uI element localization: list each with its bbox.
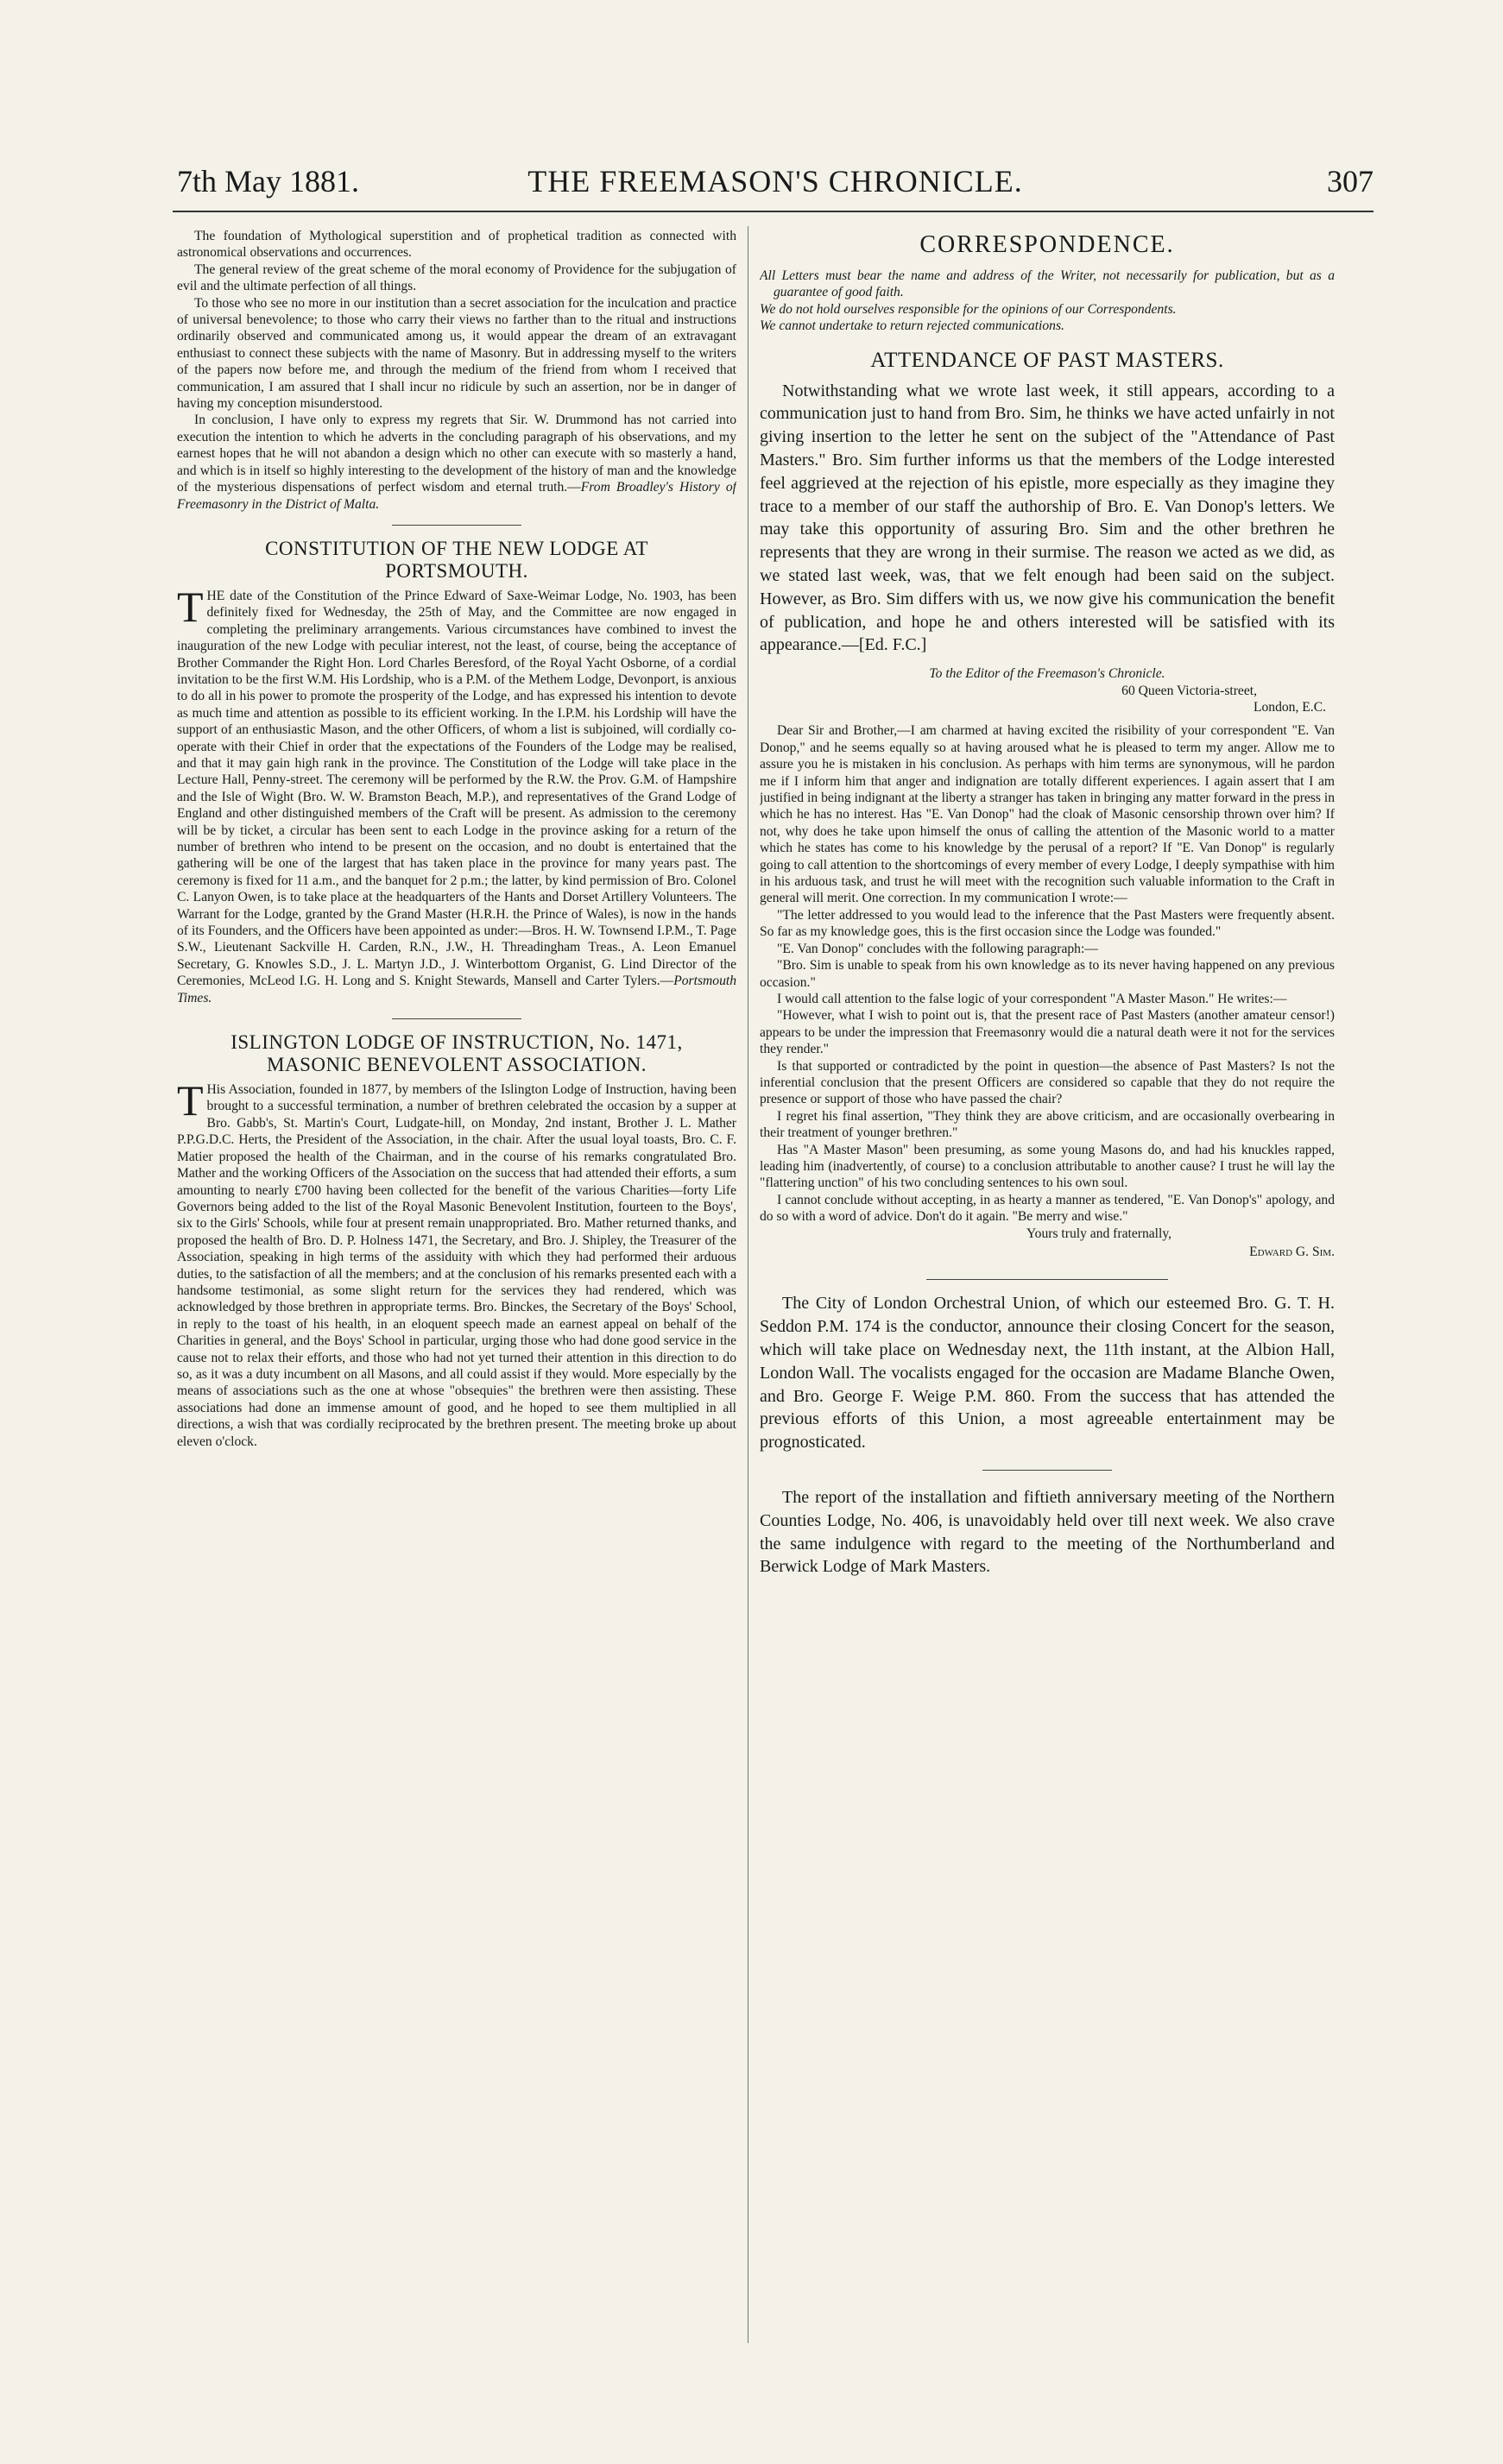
drop-cap: T — [177, 1076, 204, 1125]
constitution-article — [177, 582, 736, 1006]
right-column — [760, 228, 1335, 2369]
attendance-text: Notwithstanding what we wrote last week, it still appears, according to a communication just to hand from Bro. Sim, he thinks we have acted unfairly in not giving insertion to the letter he sent on the subject of the "Attendance of Past Masters." Bro. Sim further informs us that the members of the Lodge interested feel aggrieved at the rejection of his epistle, more especially as they imagine they trace to a member of our staff the authorship of Bro. E. Van Donop's letters. We may take this opportunity of assuring Bro. Sim and the other brethren he represents that they are wrong in their surmise. The reason we acted as we did, as we stated last week, was, that we felt enough had been said on the subject. However, as Bro. Sim differs with us, we now give his communication the benefit of publication, and hope he and others interested will be satisfied with its appearance.—[Ed. F.C.] — [760, 381, 1335, 655]
islington-article — [177, 1076, 736, 1450]
islington-text: His Association, founded in 1877, by members of the Islington Lodge of Instruction, having been brought to a successful termination, a number of brethren celebrated the occasion by a supper at Bro. Gabb's, St. Martin's Court, Ludgate-hill, on Monday, 2nd instant, Brother J. L. Mather P.P.G.D.C. Herts, the President of the Association, in the chair. After the usual loyal toasts, Bro. C. F. Matier proposed the health of the Chairman, and in the course of his remarks congratulated Bro. Mather and the working Officers of the Association on the success that had attended their efforts, a sum amounting to nearly £700 having been collected for the benefit of the various Charities—forty Life Governors being added to the list of the Royal Masonic Benevolent Institution, fourteen to the Boys', six to the Girls' Schools, while four at present remain unappropriated. Bro. Mather returned thanks, and proposed the health of Bro. D. P. Holness 1471, the Secretary, and Bro. J. Shipley, the Treasurer of the Association, speaking in high terms of the assiduity with which they had performed their arduous duties, to the satisfaction of all the members; and at the conclusion of his remarks presented each with a handsome testimonial, as some slight return for the services they had rendered, which was acknowledged by those brethren in appropriate terms. Bro. Binckes, the Secretary of the Boys' School, in reply to the toast of his health, in an eloquent speech made an earnest appeal on behalf of the Charities in general, and the Boys' School in particular, urging those who had done good service in the cause not to relax their efforts, and those who had not yet turned their attention in this direction to do so, as it was a duty incumbent on all Masons, and all could assist if they would. More especially by the means of associations such as the one at whose "obsequies" the brethren were then assisting. These associations had done an immense amount of good, and he hoped to see them multiplied in all directions, a wish that was cordially reciprocated by the brethren present. The meeting broke up about eleven o'clock. — [177, 1082, 736, 1449]
northern-counties-notice — [760, 1486, 1335, 1579]
page-header — [177, 160, 1374, 205]
letter-paragraph: I would call attention to the false logic of your correspondent "A Master Mason." He writes:— — [777, 991, 1287, 1006]
letter-paragraph: "The letter addressed to you would lead to the inference that the Past Masters were frequently absent. So far as my knowledge goes, this is the first occasion since the Lodge was founded." — [760, 907, 1335, 940]
section-rule — [926, 1279, 1168, 1280]
letter-salutation-to: To the Editor of the Freemason's Chronicle. — [929, 666, 1165, 682]
notice-line: We do not hold ourselves responsible for the opinions of our Correspondents. — [760, 301, 1177, 317]
page-number: 307 — [1327, 164, 1374, 199]
attendance-article — [760, 380, 1335, 658]
header-rule — [173, 211, 1374, 212]
issue-date: 7th May 1881. — [177, 164, 359, 199]
excerpt-paragraph: To those who see no more in our institution than a secret association for the inculcation and practice of universal benevolence; to those who carry their views no farther than to the ritual and instructions ordinarily observed and communicated among us, it would appear the dream of an extravagant enthusiast to connect these subjects with the name of Masonry. But in addressing myself to the writers of the papers now before me, and through the medium of the friend from whom I received that communication, I am assured that I shall incur no ridicule by such an assertion, nor be in danger of having my conception misunderstood. — [177, 295, 736, 412]
excerpt-paragraph: The general review of the great scheme of the moral economy of Providence for the subjugation of evil and the ultimate perfection of all things. — [177, 262, 736, 294]
letter-paragraph: I regret his final assertion, "They think they are above criticism, and are occasionally overbearing in their treatment of younger brethren." — [760, 1108, 1335, 1141]
section-rule — [392, 525, 521, 526]
letter-paragraph: I cannot conclude without accepting, in as hearty a manner as tendered, "E. Van Donop's" apology, and do so with a word of advice. Don't do it again. "Be merry and wise." — [760, 1192, 1335, 1225]
letter-address-line: London, E.C. — [1253, 700, 1326, 715]
notice-line: We cannot undertake to return rejected communications. — [760, 318, 1064, 334]
excerpt-paragraph: In conclusion, I have only to express my regrets that Sir. W. Drummond has not carried into execution the intention to which he adverts in the concluding paragraph of his observations, and my earnest hopes that he will not abandon a design which no other can execute with so masterly a hand, and which is in itself so highly interesting to the development of the history of man and the knowledge of the mysterious dispensations of perfect wisdom and eternal truth.—From Broadley's History of Freemasonry in the District of Malta. — [177, 413, 736, 512]
publication-title: THE FREEMASON'S CHRONICLE. — [527, 164, 1023, 199]
attendance-heading: ATTENDANCE OF PAST MASTERS. — [870, 348, 1224, 372]
section-rule — [392, 1018, 521, 1019]
islington-heading: ISLINGTON LODGE OF INSTRUCTION, No. 1471, MASONIC BENEVOLENT ASSOCIATION. — [231, 1031, 683, 1076]
letter-paragraph: "E. Van Donop" concludes with the following paragraph:— — [777, 941, 1098, 956]
section-rule — [982, 1470, 1112, 1471]
excerpt-source: From Broadley's History of Freemasonry in the District of Malta. — [177, 480, 736, 512]
orchestral-text: The City of London Orchestral Union, of which our esteemed Bro. G. T. H. Seddon P.M. 174 is the conductor, announce their closing Concert for the season, which will take place on Wednesday next, the 11th instant, at the Albion Hall, London Wall. The vocalists engaged for the occasion are Madame Blanche Owen, and Bro. George F. Weige P.M. 860. From the success that has attended the previous efforts of this Union, a most agreeable entertainment may be prognosticated. — [760, 1294, 1335, 1453]
constitution-source: Portsmouth Times. — [177, 974, 736, 1005]
left-column — [177, 228, 736, 2369]
malta-excerpt — [177, 228, 736, 513]
excerpt-paragraph: The foundation of Mythological superstition and of prophetical tradition as connected with astronomical observations and occurrences. — [177, 229, 736, 261]
northern-text: The report of the installation and fiftieth anniversary meeting of the Northern Counties Lodge, No. 406, is unavoidably held over till next week. We also crave the same indulgence with regard to the meeting of the Northumberland and Berwick Lodge of Mark Masters. — [760, 1487, 1335, 1577]
letter-paragraph: Has "A Master Mason" been presuming, as some young Masons do, and had his knuckles rapped, leading him (inadvertently, of course) to a conclusion attributable to another cause? I trust he will lay the "flattering unction" of his two concluding sentences to his own soul. — [760, 1142, 1335, 1191]
notice-line: All Letters must bear the name and address of the Writer, not necessarily for publication, but as a guarantee of good faith. — [760, 268, 1335, 300]
letter-paragraph: "Bro. Sim is unable to speak from his own knowledge as to its never having happened on any previous occasion." — [760, 958, 1335, 990]
letter-paragraph: Is that supported or contradicted by the point in question—the absence of Past Masters? Is not the inferential conclusion that the present Officers are considered so capable that they do not require the presence or support of those who have passed the chair? — [760, 1058, 1335, 1107]
letter-paragraph: "However, what I wish to point out is, that the present race of Past Masters (another amateur censor!) appears to be under the impression that Freemasonry would die a natural death were it not for the services they render." — [760, 1008, 1335, 1057]
drop-cap: T — [177, 582, 204, 631]
letter-to-editor — [760, 665, 1335, 1260]
letter-address-line: 60 Queen Victoria-street, — [1121, 683, 1257, 698]
orchestral-notice — [760, 1292, 1335, 1454]
constitution-heading: CONSTITUTION OF THE NEW LODGE AT PORTSMOUTH. — [265, 537, 648, 582]
letter-closing: Yours truly and fraternally, — [1026, 1226, 1172, 1241]
correspondence-heading: CORRESPONDENCE. — [919, 231, 1175, 258]
letter-signature: Edward G. Sim. — [1249, 1245, 1335, 1259]
constitution-text: HE date of the Constitution of the Prince Edward of Saxe-Weimar Lodge, No. 1903, has been definitely fixed for Wednesday, the 25th of May, and the Committee are now engaged in completing the preliminary arrangements. Various circumstances have combined to invest the inauguration of the new Lodge with peculiar interest, not the least, of course, being the acceptance of Brother Commander the Right Hon. Lord Charles Beresford, of the Royal Yacht Osborne, of a cordial invitation to be the first W.M. His Lordship, who is a P.M. of the Methem Lodge, Devonport, is anxious to do all in his power to promote the prosperity of the Lodge, and has expressed his intention to devote as much time and attention as possible to its efficient working. In the I.P.M. his Lordship will have the support of an enthusiastic Mason, and the other Officers, of whom a list is subjoined, will cordially co-operate with their Chief in order that the expectations of the Founders of the Lodge may be realised, and that it may gain high rank in the province. The Constitution of the Lodge will take place in the Lecture Hall, Penny-street. The ceremony will be performed by the R.W. the Prov. G.M. of Hampshire and the Isle of Wight (Bro. W. W. Bramston Beach, M.P.), and representatives of the Grand Lodge of England and other distinguished members of the Craft will be present. As admission to the ceremony will be by ticket, a circular has been sent to each Lodge in the province asking for a return of the number of brethren who intend to be present on the occasion, and no doubt is entertained that the gathering will be one of the largest that has taken place in the province for many years past. The ceremony is fixed for 11 a.m., and the banquet for 2 p.m.; the latter, by kind permission of Bro. Colonel C. Lanyon Owen, is to take place at the headquarters of the Hants and Dorset Artillery Volunteers. The Warrant for the Lodge, granted by the Grand Master (H.R.H. the Prince of Wales), is now in the hands of its Founders, and the Officers have been appointed as under:—Bros. H. W. Townsend I.P.M., T. Page S.W., Lieutenant Sackville H. Carden, R.N., J.W., H. Threadingham Treas., A. Leon Emanuel Secretary, G. Knowles S.D., J. L. Martyn J.D., J. Winterbottom Organist, G. Lind Director of the Ceremonies, McLeod I.G. H. Long and S. Knight Stewards, Mansell and Carter Tylers.— — [177, 588, 736, 989]
letter-paragraph: Dear Sir and Brother,—I am charmed at having excited the risibility of your correspondent "E. Van Donop," and he seems equally so at having aroused what he is pleased to term my anger. Allow me to assure you he is mistaken in his conclusion. As perhaps with him terms are synonymous, will he pardon me if I inform him that anger and indignation are totally different experiences. I again assert that I am justified in being indignant at the liberty a stranger has taken in bringing any matter forward in the press in which he has no interest. Has "E. Van Donop" had the cloak of Masonic censorship thrown over him? If not, why does he take upon himself the onus of calling the attention of the Masonic world to a matter which he states has come to his knowledge by the perusal of a report? If "E. Van Donop" is regularly going to call attention to the shortcomings of every member of every Lodge, I deeply sympathise with him in his arduous task, and trust he will meet with the recognition such valuable information to the Craft in general will merit. One correction. In my communication I wrote:— — [760, 723, 1335, 906]
editorial-notices — [760, 268, 1335, 335]
